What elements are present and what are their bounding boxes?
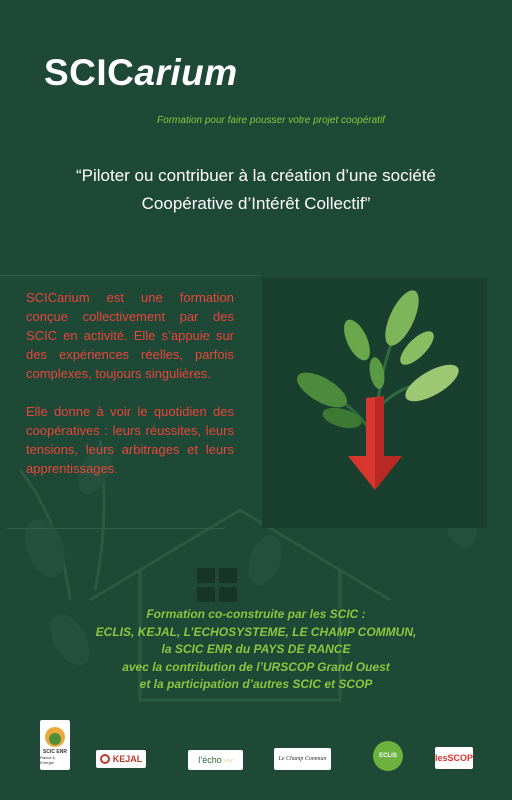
quote-line-2: Coopérative d’Intérêt Collectif” bbox=[141, 194, 371, 213]
logo-echosysteme: l’écho 〰 bbox=[188, 750, 243, 770]
window-icon bbox=[197, 568, 237, 602]
logo-lescop: lesSCOP bbox=[435, 747, 473, 769]
credits-line-1: Formation co-construite par les SCIC : bbox=[146, 607, 366, 621]
logo-eclis: ECLIS bbox=[373, 741, 403, 771]
page-title: SCICarium bbox=[44, 52, 238, 93]
credits-line-3: la SCIC ENR du PAYS DE RANCE bbox=[161, 642, 351, 656]
headline-quote bbox=[20, 162, 492, 218]
plant-arrow-image bbox=[262, 278, 487, 528]
credits-line-4: avec la contribution de l’URSCOP Grand Ouest bbox=[122, 659, 390, 674]
tagline: Formation pour faire pousser votre projet coopératif bbox=[157, 115, 385, 126]
logo-kejal: KEJAL bbox=[96, 750, 146, 768]
plant-arrow-illustration bbox=[262, 278, 487, 528]
quote-line-1: “Piloter ou contribuer à la création d’une société bbox=[75, 166, 437, 185]
logo-champ-commun: Le Champ Commun bbox=[274, 748, 331, 770]
description-text bbox=[26, 288, 234, 497]
description-paragraph-1: SCICarium est une formation conçue collectivement par des SCIC en activité. Elle s’appuie sur des expériences réelles, parfois complexes, toujours singulières. bbox=[26, 290, 234, 381]
wave-icon: 〰 bbox=[223, 755, 233, 766]
partner-logos bbox=[0, 716, 512, 776]
description-paragraph-2: Elle donne à voir le quotidien des coopératives : leurs réussites, leurs tensions, leurs arbitrages et leurs apprentissages. bbox=[26, 404, 234, 476]
credits-line-2: ECLIS, KEJAL, L’ECHOSYSTEME, LE CHAMP COMMUN, bbox=[95, 624, 417, 639]
kejal-spiral-icon bbox=[100, 754, 110, 764]
logo-scic-enr: SCIC ENR Rance & Energie bbox=[40, 720, 70, 770]
credits-line-5: et la participation d’autres SCIC et SCOP bbox=[139, 677, 373, 691]
sun-tree-icon bbox=[42, 725, 68, 749]
credits-block bbox=[40, 606, 472, 694]
divider bbox=[6, 528, 224, 529]
